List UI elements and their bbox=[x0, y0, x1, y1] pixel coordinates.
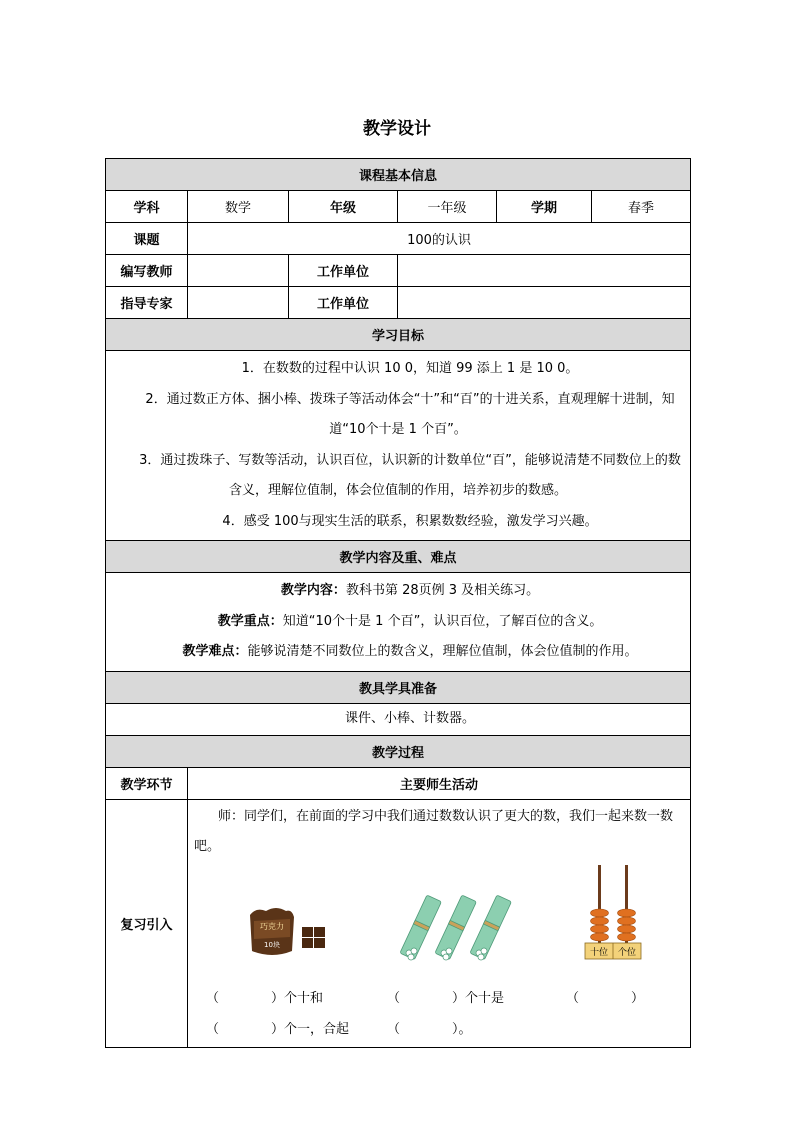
materials-row bbox=[106, 703, 691, 735]
author-value bbox=[188, 255, 289, 287]
activity-column-header: 主要师生活动 bbox=[188, 767, 691, 799]
basic-info-header-row bbox=[106, 159, 691, 191]
advisor-row bbox=[106, 287, 691, 319]
grade-value: 一年级 bbox=[398, 191, 497, 223]
objective-item: 4．感受 100与现实生活的联系，积累数数经验，激发学习兴趣。 bbox=[222, 513, 598, 529]
advisor-unit-label: 工作单位 bbox=[289, 287, 398, 319]
stick-bundles-illustration bbox=[399, 891, 519, 963]
tens-place-label: 十位 bbox=[589, 947, 609, 958]
term-value: 春季 bbox=[592, 191, 691, 223]
answer-blank-abacus: （ ） bbox=[566, 990, 645, 1006]
advisor-label: 指导专家 bbox=[106, 287, 188, 319]
process-col-header-row bbox=[106, 767, 691, 799]
topic-row bbox=[106, 223, 691, 255]
chocolate-bag-illustration bbox=[246, 905, 336, 961]
abacus-illustration bbox=[582, 863, 646, 961]
process-header-row bbox=[106, 735, 691, 767]
key-label: 教学重点： bbox=[217, 613, 283, 629]
materials-header: 教具学具准备 bbox=[106, 671, 691, 703]
author-unit-value bbox=[398, 255, 691, 287]
subject-value: 数学 bbox=[188, 191, 289, 223]
materials-text: 课件、小棒、计数器。 bbox=[345, 710, 476, 726]
objectives-body bbox=[106, 351, 691, 541]
answer-row-2 bbox=[194, 1014, 684, 1045]
content-header-row bbox=[106, 541, 691, 573]
content-header: 教学内容及重、难点 bbox=[106, 541, 691, 573]
content-label: 教学内容： bbox=[280, 583, 346, 598]
content-row bbox=[106, 573, 691, 672]
objectives-row bbox=[106, 351, 691, 541]
difficulty-text: 能够说清楚不同数位上的数含义，理解位值制，体会位值制的作用。 bbox=[247, 644, 638, 659]
answer-blank-total: （ ）。 bbox=[387, 1021, 472, 1037]
document-title: 教学设计 bbox=[363, 119, 431, 139]
lesson-plan-table bbox=[105, 158, 691, 1048]
objective-item: 1．在数数的过程中认识 10 0，知道 99 添上 1 是 10 0。 bbox=[241, 361, 579, 376]
objective-item: 2．通过数正方体、捆小棒、拨珠子等活动体会“十”和“百”的十进关系，直观理解十进制，知道“10个十是 1 个百”。 bbox=[145, 391, 675, 437]
ones-place-label: 个位 bbox=[617, 947, 637, 958]
process-header: 教学过程 bbox=[106, 735, 691, 767]
basic-info-header: 课程基本信息 bbox=[106, 159, 691, 191]
objectives-header-row bbox=[106, 319, 691, 351]
objective-item: 3．通过拨珠子、写数等活动，认识百位，认识新的计数单位“百”，能够说清楚不同数位上的数含义，理解位值制，体会位值制的作用，培养初步的数感。 bbox=[139, 452, 681, 498]
stage-review: 复习引入 bbox=[106, 799, 188, 1047]
difficulty-line bbox=[112, 637, 684, 668]
content-body bbox=[106, 573, 691, 672]
content-text: 教科书第 28页例 3 及相关练习。 bbox=[345, 583, 540, 598]
teacher-speech: 师：同学们，在前面的学习中我们通过数数认识了更大的数，我们一起来数一数吧。 bbox=[194, 808, 674, 854]
advisor-unit-value bbox=[398, 287, 691, 319]
stage-column-header: 教学环节 bbox=[106, 767, 188, 799]
content-line bbox=[112, 576, 684, 607]
materials-header-row bbox=[106, 671, 691, 703]
difficulty-label: 教学难点： bbox=[182, 644, 248, 659]
key-text: 知道“10个十是 1 个百”，认识百位，了解百位的含义。 bbox=[282, 613, 603, 629]
key-line bbox=[112, 607, 684, 638]
subject-label: 学科 bbox=[106, 191, 188, 223]
answer-blank-tens-hundred: （ ）个十是 bbox=[387, 990, 505, 1006]
review-activity bbox=[188, 799, 691, 1047]
grade-label: 年级 bbox=[289, 191, 398, 223]
topic-value: 100的认识 bbox=[188, 223, 691, 255]
advisor-value bbox=[188, 287, 289, 319]
chocolate-brand-label: 巧克力 bbox=[260, 921, 284, 931]
answer-blank-ones: （ ）个一，合起 bbox=[206, 1021, 350, 1037]
subject-row bbox=[106, 191, 691, 223]
author-label: 编写教师 bbox=[106, 255, 188, 287]
materials-body bbox=[106, 703, 691, 735]
objectives-header: 学习目标 bbox=[106, 319, 691, 351]
answer-row-1 bbox=[194, 983, 684, 1014]
author-row bbox=[106, 255, 691, 287]
illustration-row bbox=[194, 863, 684, 983]
author-unit-label: 工作单位 bbox=[289, 255, 398, 287]
topic-label: 课题 bbox=[106, 223, 188, 255]
review-row bbox=[106, 799, 691, 1047]
answer-blank-tens-ones: （ ）个十和 bbox=[206, 990, 324, 1006]
chocolate-count-label: 10块 bbox=[264, 940, 280, 949]
term-label: 学期 bbox=[497, 191, 592, 223]
